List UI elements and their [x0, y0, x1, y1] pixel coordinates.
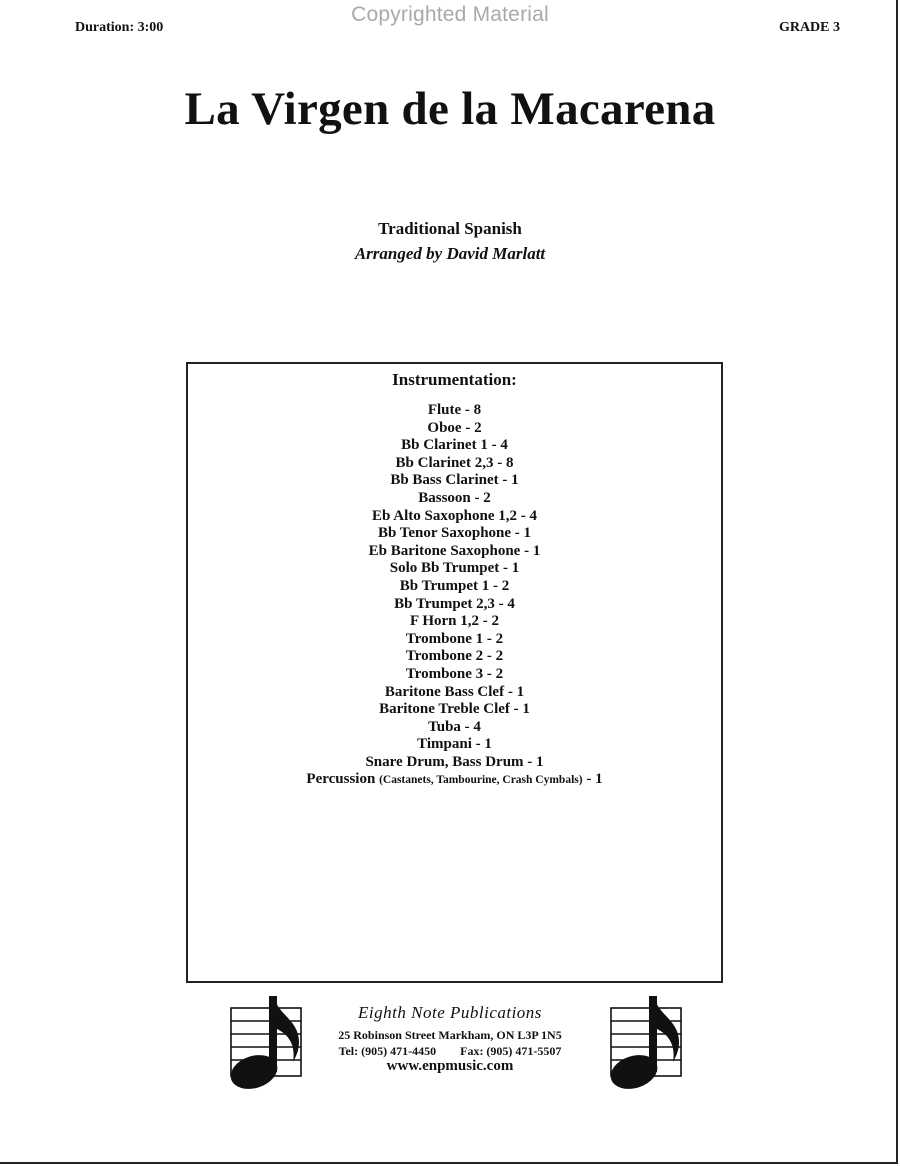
list-item: Timpani - 1	[417, 736, 492, 753]
publisher-phones	[0, 1044, 900, 1059]
list-item: Trombone 1 - 2	[405, 630, 504, 647]
list-item-percussion	[188, 771, 721, 790]
list-item: Bb Tenor Saxophone - 1	[377, 525, 532, 542]
list-item: Solo Bb Trumpet - 1	[389, 560, 520, 577]
duration-label: Duration: 3:00	[75, 20, 164, 35]
publisher-tel: Tel: (905) 471-4450	[338, 1044, 437, 1058]
arranger-credit: Arranged by David Marlatt	[354, 244, 546, 263]
list-item: Trombone 3 - 2	[405, 665, 504, 682]
instrumentation-heading: Instrumentation:	[392, 370, 517, 389]
list-item: Bb Clarinet 2,3 - 8	[395, 454, 514, 471]
list-item: Snare Drum, Bass Drum - 1	[365, 753, 544, 770]
copyright-watermark: Copyrighted Material	[351, 3, 549, 26]
grade-label: GRADE 3	[778, 20, 840, 35]
percussion-detail: (Castanets, Tambourine, Crash Cymbals)	[379, 774, 583, 787]
list-item: Tuba - 4	[428, 718, 481, 735]
list-item: Bassoon - 2	[418, 489, 491, 506]
list-item: F Horn 1,2 - 2	[409, 613, 500, 630]
publisher-fax: Fax: (905) 471-5507	[460, 1044, 562, 1058]
list-item: Flute - 8	[427, 402, 482, 418]
list-item: Trombone 2 - 2	[405, 648, 504, 665]
instrumentation-box	[186, 362, 723, 983]
list-item: Bb Clarinet 1 - 4	[401, 437, 508, 454]
list-item: Bb Trumpet 2,3 - 4	[394, 595, 515, 612]
list-item: Bb Trumpet 1 - 2	[399, 577, 510, 594]
list-item: Bb Bass Clarinet - 1	[390, 472, 519, 489]
list-item: Baritone Treble Clef - 1	[379, 701, 530, 718]
list-item: Oboe - 2	[427, 419, 482, 436]
publisher-name: Eighth Note Publications	[358, 1003, 542, 1022]
instrumentation-list	[188, 402, 721, 790]
publisher-website[interactable]: www.enpmusic.com	[386, 1058, 514, 1074]
percussion-label: Percussion	[306, 771, 376, 788]
publisher-address: 25 Robinson Street Markham, ON L3P 1N5	[338, 1028, 562, 1042]
list-item: Eb Baritone Saxophone - 1	[368, 542, 541, 559]
list-item: Baritone Bass Clef - 1	[384, 683, 525, 700]
page-title: La Virgen de la Macarena	[184, 83, 716, 135]
list-item: Eb Alto Saxophone 1,2 - 4	[371, 507, 538, 524]
percussion-count: - 1	[582, 771, 603, 788]
composer-credit: Traditional Spanish	[378, 219, 522, 238]
